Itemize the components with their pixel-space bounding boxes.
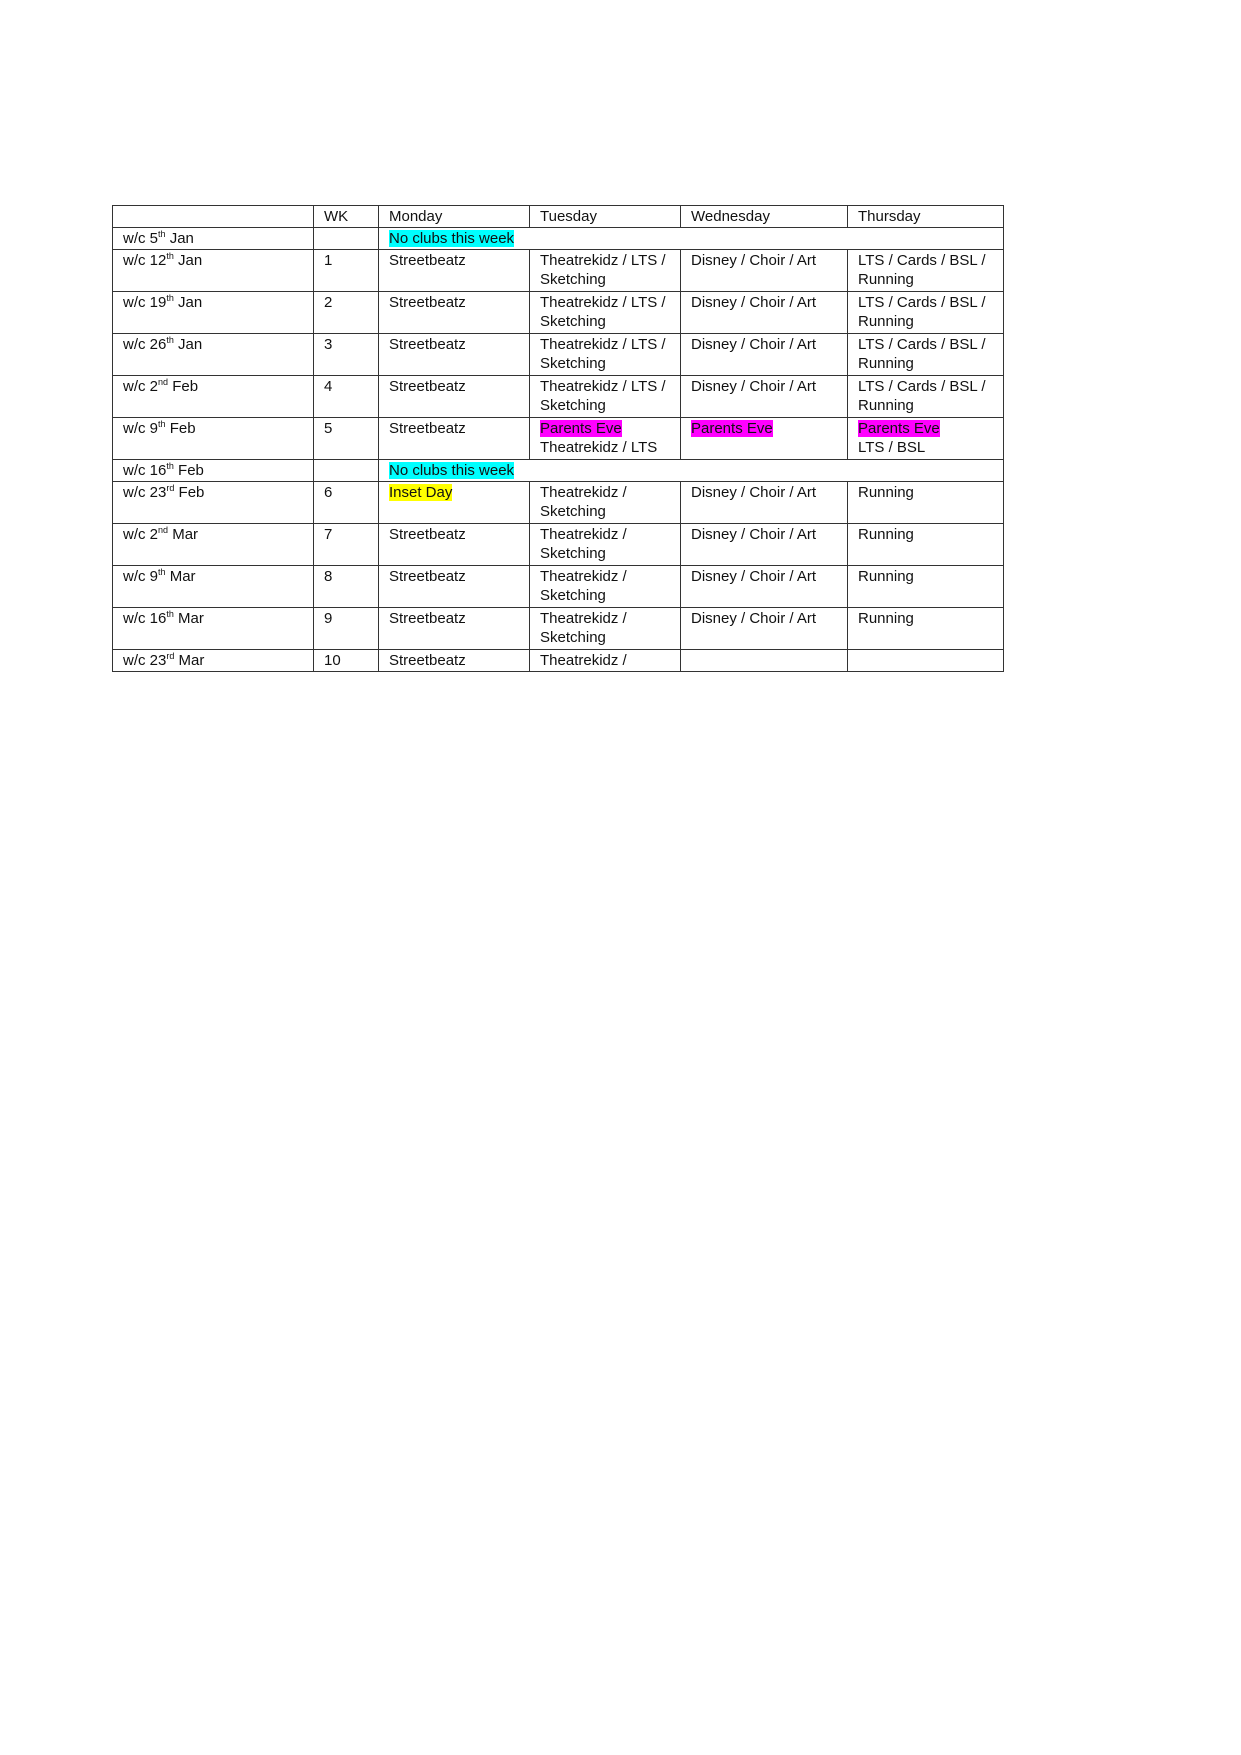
week-ordinal: rd — [166, 651, 175, 661]
week-cell — [113, 608, 314, 650]
week-ordinal: th — [158, 419, 166, 429]
table-row — [113, 334, 1004, 376]
wednesday-cell: Disney / Choir / Art — [681, 524, 848, 566]
table-row — [113, 524, 1004, 566]
table-row — [113, 228, 1004, 250]
monday-cell: Streetbeatz — [379, 608, 530, 650]
week-cell — [113, 482, 314, 524]
parents-eve-highlight: Parents Eve — [540, 420, 622, 437]
week-pre: w/c 23 — [123, 484, 167, 501]
tuesday-cell: Theatrekidz / Sketching — [530, 482, 681, 524]
wednesday-cell: Disney / Choir / Art — [681, 566, 848, 608]
week-ordinal: nd — [158, 525, 169, 535]
wk-cell: 9 — [314, 608, 379, 650]
week-cell — [113, 250, 314, 292]
thursday-cell — [848, 650, 1004, 672]
wk-cell: 8 — [314, 566, 379, 608]
header-thursday: Thursday — [848, 206, 1004, 228]
monday-cell: Streetbeatz — [379, 650, 530, 672]
monday-cell — [379, 482, 530, 524]
week-ordinal: th — [158, 229, 166, 239]
tuesday-clubs: Theatrekidz / LTS — [540, 439, 658, 456]
tuesday-cell: Theatrekidz / LTS / Sketching — [530, 376, 681, 418]
tuesday-cell: Theatrekidz / Sketching — [530, 524, 681, 566]
table-row — [113, 292, 1004, 334]
week-pre: w/c 16 — [123, 462, 167, 479]
wk-cell: 5 — [314, 418, 379, 460]
wk-cell: 2 — [314, 292, 379, 334]
wednesday-cell — [681, 650, 848, 672]
monday-cell: Streetbeatz — [379, 334, 530, 376]
wednesday-cell: Disney / Choir / Art — [681, 482, 848, 524]
week-pre: w/c 19 — [123, 294, 167, 311]
week-month: Jan — [173, 252, 203, 269]
inset-day-highlight: Inset Day — [389, 484, 453, 501]
monday-cell: Streetbeatz — [379, 250, 530, 292]
week-pre: w/c 26 — [123, 336, 167, 353]
header-wk: WK — [314, 206, 379, 228]
wednesday-cell: Disney / Choir / Art — [681, 608, 848, 650]
wednesday-cell: Disney / Choir / Art — [681, 292, 848, 334]
week-pre: w/c 2 — [123, 526, 159, 543]
week-month: Mar — [168, 526, 199, 543]
week-cell — [113, 376, 314, 418]
thursday-clubs: LTS / BSL — [858, 439, 926, 456]
week-month: Jan — [173, 336, 203, 353]
table-row — [113, 566, 1004, 608]
thursday-cell: LTS / Cards / BSL / Running — [848, 376, 1004, 418]
week-pre: w/c 2 — [123, 378, 159, 395]
week-pre: w/c 9 — [123, 420, 159, 437]
wk-cell: 4 — [314, 376, 379, 418]
week-cell — [113, 460, 314, 482]
wk-cell: 3 — [314, 334, 379, 376]
week-month: Mar — [173, 610, 204, 627]
wk-cell: 7 — [314, 524, 379, 566]
header-tuesday: Tuesday — [530, 206, 681, 228]
monday-cell: Streetbeatz — [379, 566, 530, 608]
week-ordinal: th — [166, 251, 174, 261]
wk-cell — [314, 460, 379, 482]
week-month: Feb — [168, 378, 199, 395]
table-row — [113, 608, 1004, 650]
week-ordinal: th — [166, 293, 174, 303]
monday-cell: Streetbeatz — [379, 418, 530, 460]
tuesday-cell: Theatrekidz / Sketching — [530, 608, 681, 650]
wednesday-cell: Disney / Choir / Art — [681, 250, 848, 292]
week-cell — [113, 566, 314, 608]
week-pre: w/c 5 — [123, 230, 159, 247]
week-cell — [113, 418, 314, 460]
wednesday-cell: Disney / Choir / Art — [681, 334, 848, 376]
week-month: Feb — [173, 462, 204, 479]
thursday-cell: Running — [848, 566, 1004, 608]
wk-cell: 10 — [314, 650, 379, 672]
thursday-cell: LTS / Cards / BSL / Running — [848, 334, 1004, 376]
tuesday-cell: Theatrekidz / LTS / Sketching — [530, 334, 681, 376]
week-ordinal: th — [158, 567, 166, 577]
week-ordinal: th — [166, 609, 174, 619]
header-monday: Monday — [379, 206, 530, 228]
thursday-cell: LTS / Cards / BSL / Running — [848, 250, 1004, 292]
week-cell — [113, 228, 314, 250]
table-row — [113, 250, 1004, 292]
no-clubs-highlight: No clubs this week — [389, 462, 515, 479]
wk-cell: 6 — [314, 482, 379, 524]
thursday-cell — [848, 418, 1004, 460]
week-ordinal: th — [166, 335, 174, 345]
tuesday-cell: Theatrekidz / Sketching — [530, 566, 681, 608]
tuesday-cell — [530, 418, 681, 460]
wednesday-cell — [681, 418, 848, 460]
table-row — [113, 376, 1004, 418]
clubs-schedule-table — [112, 205, 1004, 672]
header-wednesday: Wednesday — [681, 206, 848, 228]
monday-cell: Streetbeatz — [379, 376, 530, 418]
wk-cell — [314, 228, 379, 250]
week-ordinal: nd — [158, 377, 169, 387]
thursday-cell: LTS / Cards / BSL / Running — [848, 292, 1004, 334]
week-cell — [113, 292, 314, 334]
header-week — [113, 206, 314, 228]
week-month: Feb — [174, 484, 205, 501]
tuesday-cell: Theatrekidz / LTS / Sketching — [530, 250, 681, 292]
week-month: Jan — [165, 230, 194, 247]
thursday-cell: Running — [848, 608, 1004, 650]
thursday-cell: Running — [848, 482, 1004, 524]
week-month: Mar — [165, 568, 196, 585]
table-row — [113, 482, 1004, 524]
monday-cell: Streetbeatz — [379, 292, 530, 334]
week-ordinal: th — [166, 461, 174, 471]
week-cell — [113, 650, 314, 672]
monday-cell: Streetbeatz — [379, 524, 530, 566]
no-clubs-cell — [379, 460, 1004, 482]
week-pre: w/c 9 — [123, 568, 159, 585]
tuesday-cell: Theatrekidz / — [530, 650, 681, 672]
table-row — [113, 650, 1004, 672]
table-row — [113, 460, 1004, 482]
week-month: Jan — [173, 294, 203, 311]
week-pre: w/c 16 — [123, 610, 167, 627]
wednesday-cell: Disney / Choir / Art — [681, 376, 848, 418]
table-row — [113, 418, 1004, 460]
week-cell — [113, 524, 314, 566]
parents-eve-highlight: Parents Eve — [691, 420, 773, 437]
wk-cell: 1 — [314, 250, 379, 292]
week-ordinal: rd — [166, 483, 175, 493]
tuesday-cell: Theatrekidz / LTS / Sketching — [530, 292, 681, 334]
week-month: Mar — [174, 652, 205, 669]
week-pre: w/c 23 — [123, 652, 167, 669]
no-clubs-highlight: No clubs this week — [389, 230, 515, 247]
header-row — [113, 206, 1004, 228]
parents-eve-highlight: Parents Eve — [858, 420, 940, 437]
week-month: Feb — [165, 420, 196, 437]
week-pre: w/c 12 — [123, 252, 167, 269]
week-cell — [113, 334, 314, 376]
thursday-cell: Running — [848, 524, 1004, 566]
no-clubs-cell — [379, 228, 1004, 250]
